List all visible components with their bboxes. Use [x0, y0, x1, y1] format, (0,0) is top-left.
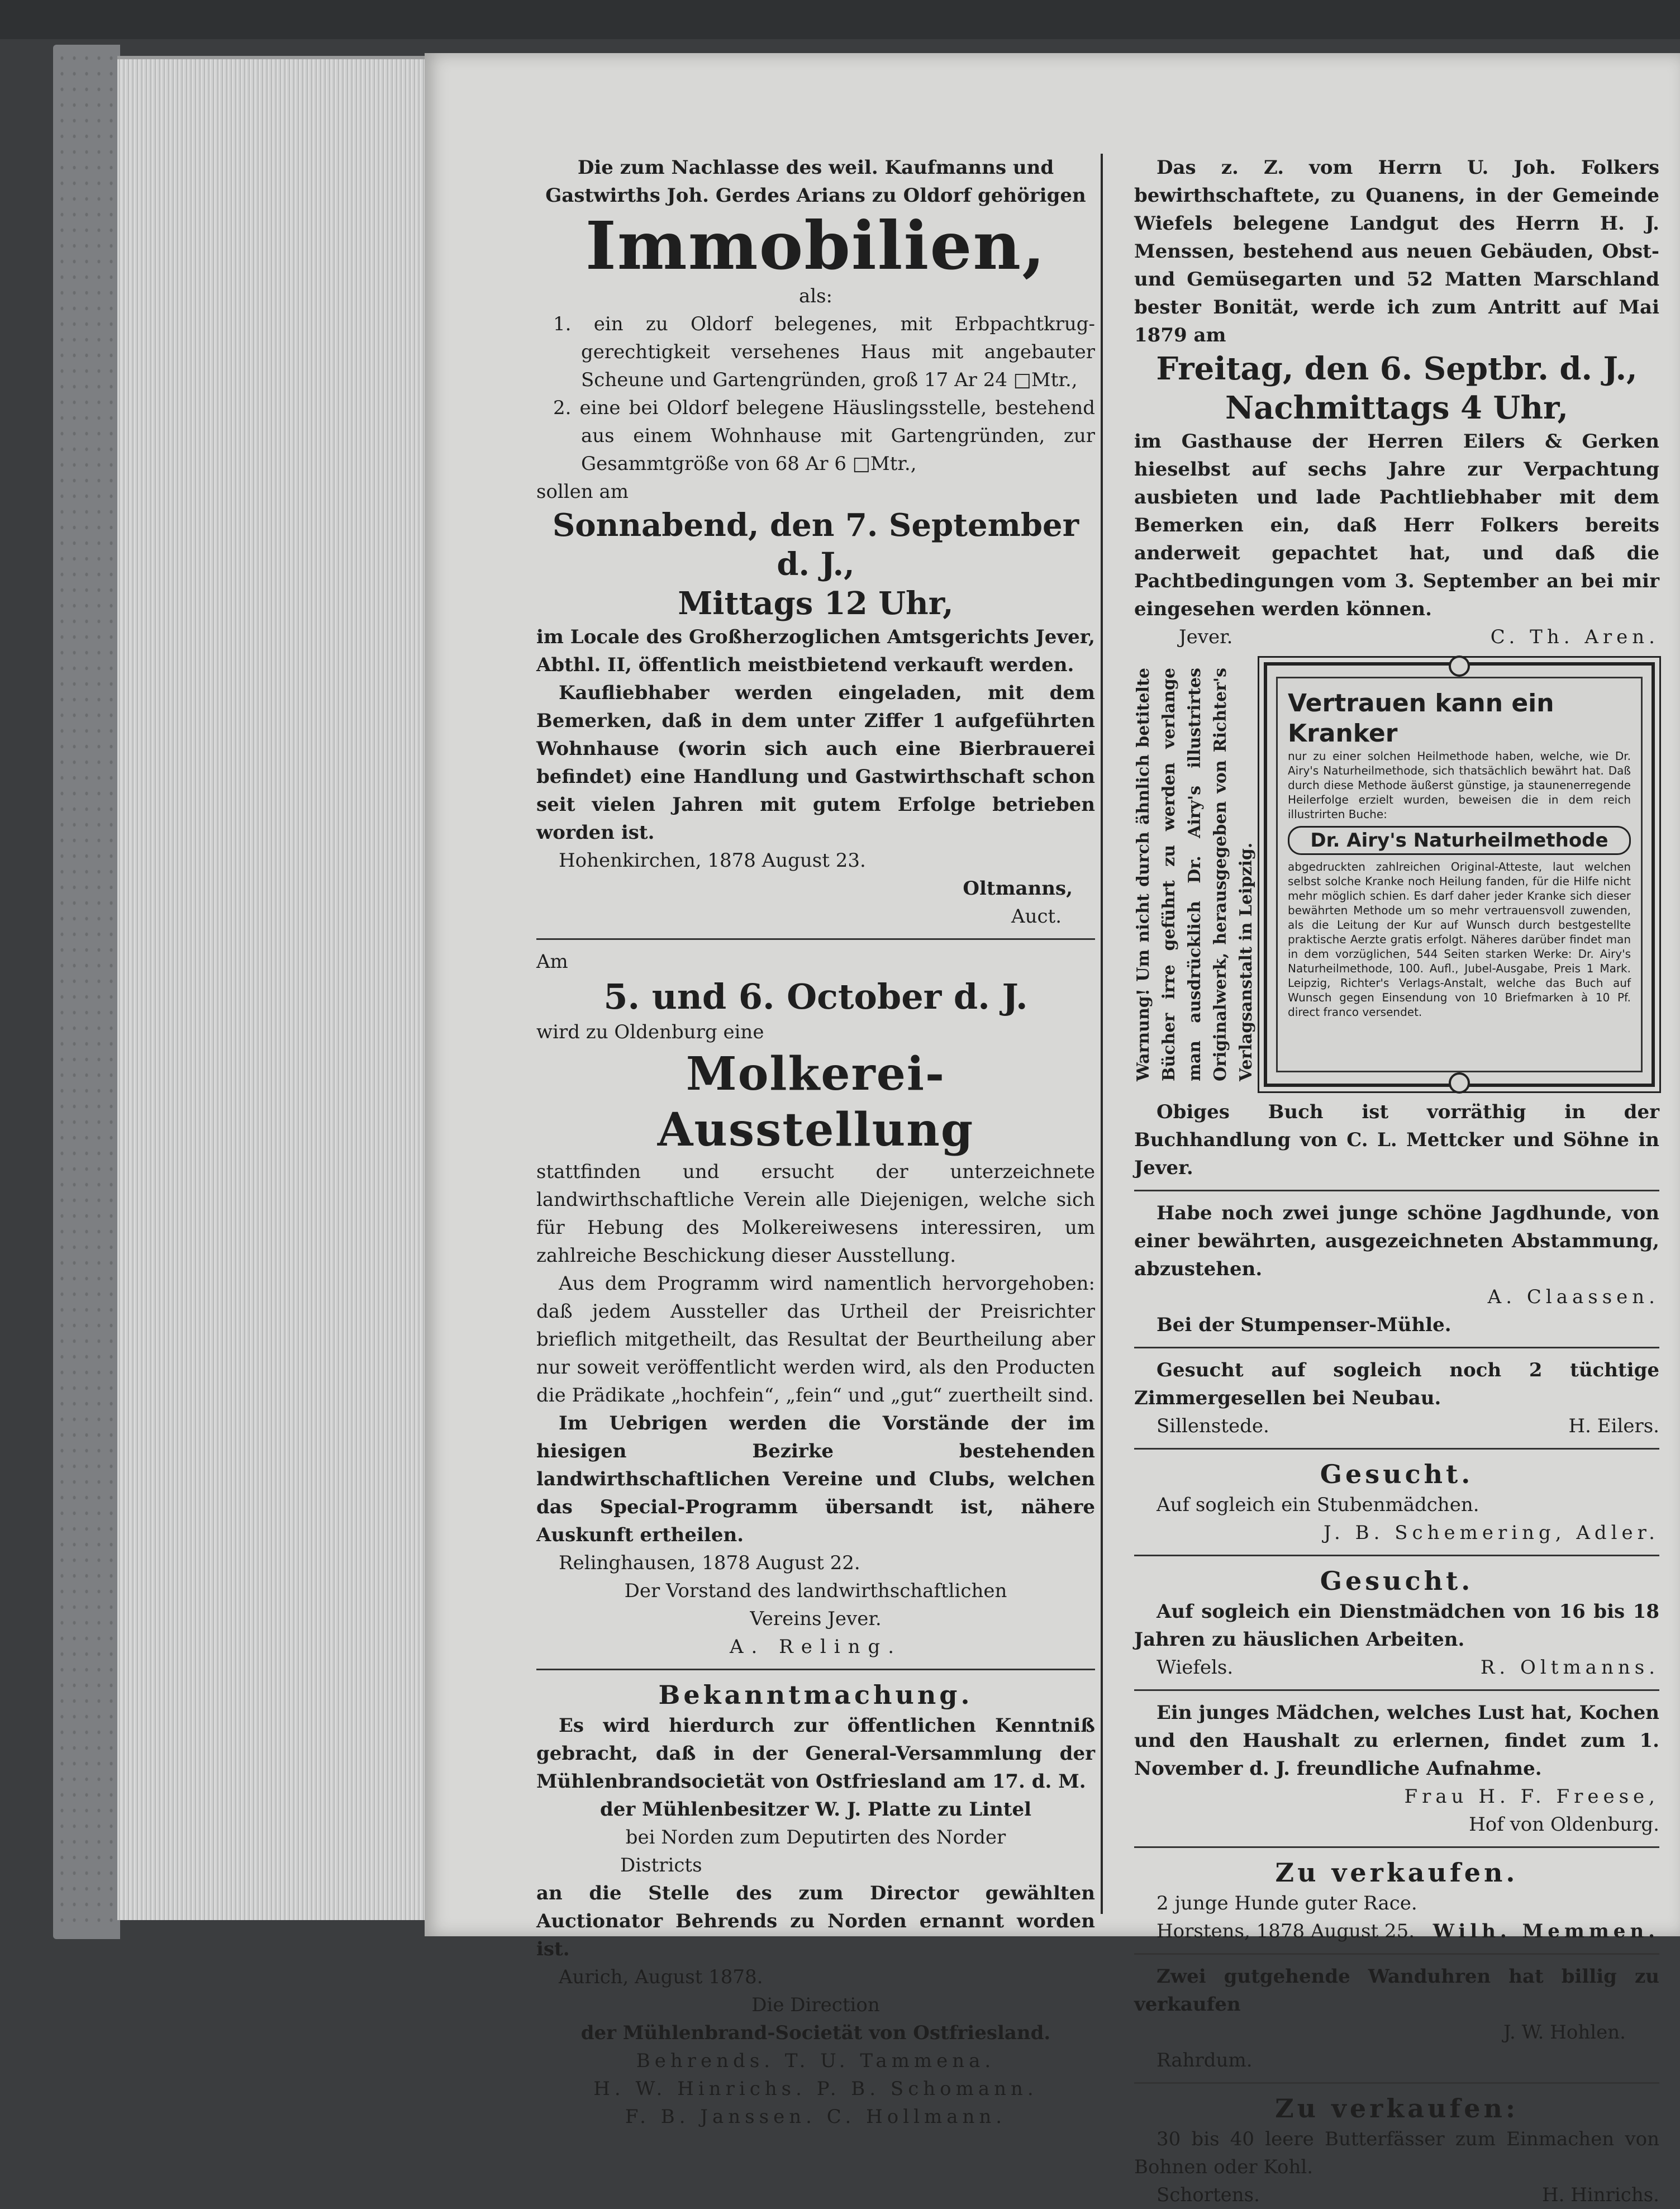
landgut-place: Jever.: [1179, 626, 1233, 648]
molkerei-date: 5. und 6. October d. J.: [603, 976, 1028, 1017]
verkaufen2-footer: [1134, 2181, 1659, 2209]
separator: [1134, 2082, 1659, 2084]
landgut-body2: im Gasthause der Herren Eilers & Gerken hieselbst auf sechs Jahre zur Verpachtung ausbieten und lade Pachtliebhaber mit dem Bemerken ein, daß Herr Folkers bereits anderweit gepachtet hat, und daß die Pachtbedingungen vom 3. September an bei mir eingesehen werden können.: [1134, 430, 1659, 620]
verkaufen1-body: 2 junge Hunde guter Race.: [1157, 1892, 1417, 1915]
molkerei-am: Am: [536, 951, 568, 973]
bekannt-title: Bekanntmachung.: [658, 1680, 973, 1710]
wanduhren-body: Zwei gutgehende Wanduhren hat billig zu verkaufen: [1134, 1965, 1659, 2016]
separator: [1134, 1555, 1659, 1556]
verkaufen1-place: Horstens, 1878 August 25.: [1157, 1920, 1415, 1942]
ad-wanduhren: [1134, 1963, 1659, 2074]
molkerei-vorstand: Der Vorstand des landwirthschaftlichen Vereins Jever.: [624, 1580, 1007, 1630]
bekannt-line2: der Mühlenbesitzer W. J. Platte zu Lintel: [599, 1798, 1032, 1821]
jagd-signature: A. Claassen.: [1487, 1286, 1659, 1308]
landgut-footer: [1134, 623, 1659, 651]
ad-gesucht-stubenmaedchen: [1134, 1457, 1659, 1547]
bekannt-names2: H. W. Hinrichs. P. B. Schomann.: [593, 2078, 1038, 2100]
ad-junges-maedchen: [1134, 1699, 1659, 1839]
left-column: [536, 154, 1095, 2131]
molkerei-body1: stattfinden und ersucht der unterzeichnete landwirthschaftliche Verein alle Diejenigen, welche sich für Hebung des Molkereiwesens interessiren, um zahlreiche Beschickung dieser Ausstellung.: [536, 1161, 1095, 1267]
ad-bekanntmachung: [536, 1678, 1095, 2131]
verkaufen2-title: Zu verkaufen:: [1275, 2093, 1519, 2124]
airy-inner: [1276, 677, 1643, 1072]
jagd-body: Habe noch zwei junge schöne Jagdhunde, von einer bewährten, ausgezeichneten Abstammung, abzustehen.: [1134, 1202, 1659, 1280]
page-edges: [117, 56, 430, 1920]
immobilien-item1: 1. ein zu Oldorf belegenes, mit Erbpachtkrug-gerechtigkeit versehenes Haus mit angebauter Scheune und Gartengründen, groß 17 Ar 24 □Mtr.,: [553, 313, 1095, 391]
verkaufen2-body: 30 bis 40 leere Butterfässer zum Einmachen von Bohnen oder Kohl.: [1134, 2128, 1659, 2178]
bekannt-line4: Districts: [620, 1854, 702, 1877]
separator: [1134, 1347, 1659, 1348]
verkaufen2-signature: H. Hinrichs.: [1541, 2184, 1659, 2206]
verkaufen1-footer: [1134, 1917, 1659, 1945]
bekannt-place: Aurich, August 1878.: [559, 1966, 763, 1988]
ornament-bottom: [1449, 1072, 1470, 1094]
scanner-background: [0, 0, 1680, 39]
immobilien-place: Hohenkirchen, 1878 August 23.: [559, 849, 866, 872]
immobilien-time: Mittags 12 Uhr,: [678, 585, 954, 622]
immobilien-date: Sonnabend, den 7. September d. J.,: [552, 507, 1079, 583]
molkerei-wird: wird zu Oldenburg eine: [536, 1021, 764, 1043]
airy-body: abgedruckten zahlreichen Original-Atteste, laut welchen selbst solche Kranke noch Heilung fanden, für die Hilfe nicht mehr möglich schien. Es darf daher jeder Kranke sich dieser bewährten Methode um so mehr vertrauensvoll zuwenden, als die Leitung der Kur auf Wunsch durch bestgestellte praktische Aerzte gratis erfolgt. Näheres darüber findet man in dem vorzüglichen, 544 Seiten starken Werke: Dr. Airy's Naturheilmethode, 100. Aufl., Jubel-Ausgabe, Preis 1 Mark. Leipzig, Richter's Verlags-Anstalt, welche das Buch auf Wunsch gegen Einsendung von 10 Briefmarken à 10 Pf. direct franco versendet.: [1288, 860, 1631, 1019]
landgut-time: Nachmittags 4 Uhr,: [1225, 389, 1568, 426]
separator: [1134, 1953, 1659, 1955]
bekannt-names1: Behrends. T. U. Tammena.: [636, 2050, 996, 2072]
maedchen-body: Ein junges Mädchen, welches Lust hat, Kochen und den Haushalt zu erlernen, findet zum 1. November d. J. freundliche Aufnahme.: [1134, 1702, 1659, 1780]
gesucht1-signature: H. Eilers.: [1568, 1415, 1659, 1437]
immobilien-sollen: sollen am: [536, 481, 629, 503]
ornament-top: [1449, 655, 1470, 677]
verkaufen1-signature: Wilh. Memmen.: [1432, 1920, 1659, 1942]
molkerei-body2: Aus dem Programm wird namentlich hervorgehoben: daß jedem Aussteller das Urtheil der Preisrichter brieflich mitgetheilt, das Resultat der Beurtheilung aber nur soweit veröffentlicht werden wird, als den Producten die Prädikate „hochfein“, „fein“ und „gut“ zuertheilt sind.: [536, 1272, 1095, 1407]
airy-subtext: nur zu einer solchen Heilmethode haben, welche, wie Dr. Airy's Naturheilmethode, sich thatsächlich bewährt hat. Daß durch diese Methode äußerst günstige, ja staunenerregende Heilerfolge erzielt wurden, beweisen die in dem reich illustrirten Buche:: [1288, 749, 1631, 821]
bekannt-body2: an die Stelle des zum Director gewählten Auctionator Behrends zu Norden ernannt worden ist.: [536, 1882, 1095, 1960]
ad-gesucht-dienstmaedchen: [1134, 1564, 1659, 1681]
separator: [1134, 1448, 1659, 1450]
separator: [536, 938, 1095, 940]
airy-headline: Vertrauen kann ein Kranker: [1288, 689, 1554, 748]
ad-molkerei: [536, 948, 1095, 1661]
ad-immobilien: [536, 154, 1095, 930]
molkerei-signature: A. Reling.: [729, 1636, 902, 1658]
immobilien-als: als:: [798, 285, 833, 307]
bekannt-line3: bei Norden zum Deputirten des Norder: [625, 1826, 1006, 1849]
gesucht1-place: Sillenstede.: [1157, 1415, 1269, 1437]
verkaufen1-title: Zu verkaufen.: [1275, 1858, 1519, 1888]
warning-text: Warnung! Um nicht durch ähnlich betitelte Bücher irre geführt zu werden verlange man ausdrücklich Dr. Airy's illustrirtes Originalwerk, herausgegeben von Richter's Verlagsanstalt in Leipzig.: [1134, 668, 1256, 1081]
verkaufen2-place: Schortens.: [1157, 2184, 1260, 2206]
gesucht1-footer: [1134, 1412, 1659, 1440]
wanduhren-signature: J. W. Hohlen.: [1503, 2021, 1626, 2044]
maedchen-signature2: Hof von Oldenburg.: [1469, 1813, 1659, 1836]
landgut-signature: C. Th. Aren.: [1490, 626, 1659, 648]
warning-box: [1131, 668, 1259, 1081]
immobilien-signature: Oltmanns,: [963, 877, 1073, 900]
separator: [1134, 1846, 1659, 1848]
immobilien-signature-title: Auct.: [1011, 905, 1062, 928]
airy-banner: Dr. Airy's Naturheilmethode: [1288, 826, 1631, 855]
gesucht2-signature: J. B. Schemering, Adler.: [1324, 1522, 1659, 1544]
molkerei-place: Relinghausen, 1878 August 22.: [559, 1552, 860, 1574]
gesucht3-signature: R. Oltmanns.: [1480, 1656, 1659, 1679]
separator: [1134, 1689, 1659, 1691]
immobilien-item2: 2. eine bei Oldorf belegene Häuslingsstelle, bestehend aus einem Wohnhause mit Gartengründen, zur Gesammtgröße von 68 Ar 6 □Mtr.,: [553, 397, 1095, 475]
immobilien-body1: im Locale des Großherzoglichen Amtsgerichts Jever, Abthl. II, öffentlich meistbietend verkauft werden.: [536, 626, 1095, 676]
jagd-place: Bei der Stumpenser-Mühle.: [1157, 1314, 1451, 1336]
separator: [1134, 1190, 1659, 1191]
gesucht3-place: Wiefels.: [1157, 1656, 1234, 1679]
gesucht3-title: Gesucht.: [1320, 1566, 1474, 1596]
ad-verkaufen-butterfaesser: [1134, 2092, 1659, 2209]
gesucht2-body: Auf sogleich ein Stubenmädchen.: [1157, 1494, 1479, 1516]
immobilien-intro: Die zum Nachlasse des weil. Kaufmanns und Gastwirths Joh. Gerdes Arians zu Oldorf gehörigen: [545, 156, 1086, 207]
gesucht3-body: Auf sogleich ein Dienstmädchen von 16 bis 18 Jahren zu häuslichen Arbeiten.: [1134, 1600, 1659, 1651]
bekannt-direction2: der Mühlenbrand-Societät von Ostfriesland.: [580, 2022, 1051, 2044]
gesucht3-footer: [1134, 1654, 1659, 1681]
wanduhren-place: Rahrdum.: [1157, 2049, 1253, 2072]
newspaper-page: [425, 53, 1680, 2206]
immobilien-body2: Kaufliebhaber werden eingeladen, mit dem Bemerken, daß in dem unter Ziffer 1 aufgeführten Wohnhause (worin sich auch eine Bierbrauerei befindet) eine Handlung und Gastwirthschaft schon seit vielen Jahren mit gutem Erfolge betrieben worden ist.: [536, 682, 1095, 844]
landgut-body: Das z. Z. vom Herrn U. Joh. Folkers bewirthschaftete, zu Quanens, in der Gemeinde Wiefels belegene Landgut des Herrn H. J. Menssen, bestehend aus neuen Gebäuden, Obst- und Gemüsegarten und 52 Matten Marschland bester Bonität, werde ich zum Antritt auf Mai 1879 am: [1134, 156, 1659, 346]
ad-landgut: [1134, 154, 1659, 651]
column-divider: [1101, 154, 1103, 1914]
bekannt-body: Es wird hierdurch zur öffentlichen Kenntniß gebracht, daß in der General-Versammlung der Mühlenbrandsocietät von Ostfriesland am 17. d. M.: [536, 1714, 1095, 1793]
gesucht1-body: Gesucht auf sogleich noch 2 tüchtige Zimmergesellen bei Neubau.: [1134, 1359, 1659, 1409]
ad-gesucht-zimmergesellen: [1134, 1356, 1659, 1440]
ad-verkaufen-hunde: [1134, 1856, 1659, 1945]
immobilien-title: Immobilien,: [585, 207, 1046, 284]
bekannt-direction: Die Direction: [751, 1994, 880, 2016]
buch-notice: Obiges Buch ist vorräthig in der Buchhandlung von C. L. Mettcker und Söhne in Jever.: [1134, 1101, 1659, 1179]
separator: [536, 1669, 1095, 1670]
cover-marbling: [56, 50, 117, 1934]
ad-airy: [1134, 662, 1659, 1092]
right-column: [1134, 154, 1659, 2209]
airy-advert: [1264, 662, 1655, 1087]
maedchen-signature1: Frau H. F. Freese,: [1404, 1785, 1659, 1808]
ad-jagdhunde: [1134, 1199, 1659, 1339]
molkerei-body3: Im Uebrigen werden die Vorstände der im hiesigen Bezirke bestehenden landwirthschaftlichen Vereine und Clubs, welchen das Special-Programm übersandt ist, nähere Auskunft ertheilen.: [536, 1412, 1095, 1546]
gesucht2-title: Gesucht.: [1320, 1459, 1474, 1489]
bekannt-names3: F. B. Janssen. C. Hollmann.: [625, 2106, 1007, 2128]
molkerei-title: Molkerei-Ausstellung: [657, 1047, 974, 1157]
landgut-date: Freitag, den 6. Septbr. d. J.,: [1156, 350, 1638, 387]
